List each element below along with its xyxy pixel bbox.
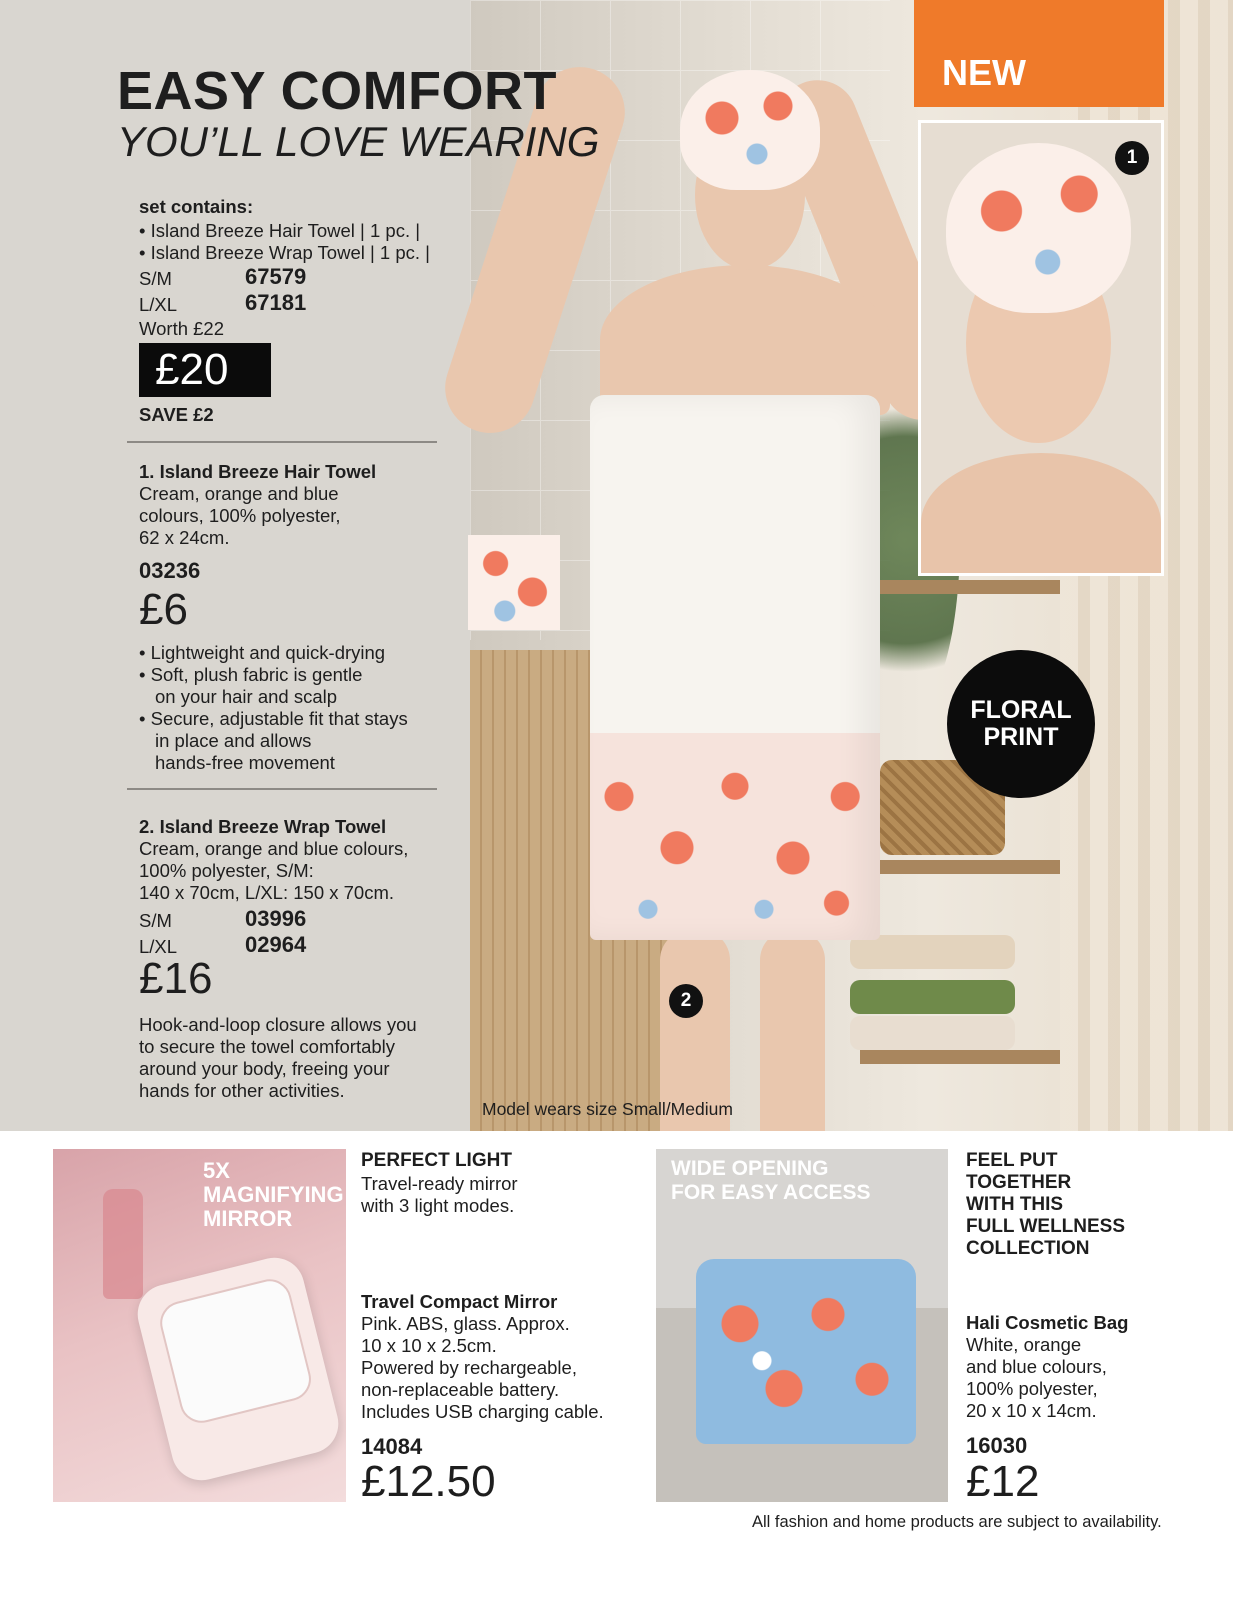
wrap-towel-floral-print xyxy=(590,735,880,940)
product-desc: Powered by rechargeable, xyxy=(361,1357,577,1378)
product-desc: and blue colours, xyxy=(966,1356,1107,1377)
item-number-badge: 1 xyxy=(1115,141,1149,175)
folded-towel xyxy=(850,935,1015,969)
shelf xyxy=(860,580,1060,594)
page-title: EASY COMFORT xyxy=(117,61,558,121)
left-info-panel xyxy=(0,0,470,1131)
set-item: • Island Breeze Wrap Towel | 1 pc. | xyxy=(139,242,430,263)
hair-towel-image xyxy=(680,70,820,190)
model-shoulders xyxy=(600,265,890,415)
product-title: 1. Island Breeze Hair Towel xyxy=(139,461,377,482)
feature-bullet: hands-free movement xyxy=(155,752,335,773)
feature-title: PERFECT LIGHT xyxy=(361,1150,512,1171)
model-size-note: Model wears size Small/Medium xyxy=(482,1099,733,1119)
cosmetic-bag-image xyxy=(696,1259,916,1444)
page-subtitle: YOU’LL LOVE WEARING xyxy=(117,118,600,165)
feature-text: Travel-ready mirror xyxy=(361,1173,518,1194)
mirror-glass xyxy=(156,1275,316,1428)
product-desc: Cream, orange and blue xyxy=(139,483,339,504)
feature-bullet: • Lightweight and quick-drying xyxy=(139,642,386,663)
product-body: around your body, freeing your xyxy=(139,1058,390,1079)
product-price: £6 xyxy=(139,585,188,634)
product-code: 03236 xyxy=(139,558,201,583)
product-desc: colours, 100% polyester, xyxy=(139,505,341,526)
product-desc: 62 x 24cm. xyxy=(139,527,230,548)
new-tag: NEW xyxy=(914,0,1164,107)
product-desc: Cream, orange and blue colours, xyxy=(139,838,409,859)
product-desc: 100% polyester, S/M: xyxy=(139,860,314,881)
mirror-photo-caption: 5X MAGNIFYING MIRROR xyxy=(203,1158,344,1231)
size-label: L/XL xyxy=(139,294,178,315)
floral-storage-box xyxy=(468,535,560,630)
feature-bullet: on your hair and scalp xyxy=(155,686,338,707)
hair-towel-image xyxy=(946,143,1131,313)
model-shoulder xyxy=(921,453,1161,576)
product-body: hands for other activities. xyxy=(139,1080,345,1101)
product-desc: 100% polyester, xyxy=(966,1378,1098,1399)
size-label: S/M xyxy=(139,268,172,289)
product-code: 02964 xyxy=(245,932,307,957)
feature-text: with 3 light modes. xyxy=(361,1195,515,1216)
product-price: £12.50 xyxy=(361,1457,496,1506)
item-number-badge: 2 xyxy=(669,984,703,1018)
availability-disclaimer: All fashion and home products are subject to availability. xyxy=(752,1513,1162,1531)
feature-title: FEEL PUT TOGETHER WITH THIS FULL WELLNESS COLLECTION xyxy=(966,1150,1126,1259)
product-desc: White, orange xyxy=(966,1334,1082,1355)
product-code: 67579 xyxy=(245,264,307,289)
shelf xyxy=(860,1050,1060,1064)
product-desc: Includes USB charging cable. xyxy=(361,1401,604,1422)
set-price: £20 xyxy=(139,343,271,397)
save-text: SAVE £2 xyxy=(139,404,214,425)
feature-bullet: in place and allows xyxy=(155,730,312,751)
folded-towel xyxy=(850,1016,1015,1050)
divider xyxy=(127,441,437,443)
feature-bullet: • Soft, plush fabric is gentle xyxy=(139,664,363,685)
product-desc: 20 x 10 x 14cm. xyxy=(966,1400,1097,1421)
compact-mirror-image xyxy=(131,1251,344,1486)
product-code: 03996 xyxy=(245,906,307,931)
divider xyxy=(127,788,437,790)
compact-mirror-photo xyxy=(53,1149,346,1502)
set-heading: set contains: xyxy=(139,196,254,217)
product-code: 16030 xyxy=(966,1433,1028,1458)
set-item: • Island Breeze Hair Towel | 1 pc. | xyxy=(139,220,421,241)
product-price: £12 xyxy=(966,1457,1040,1506)
cosmetic-bag-photo xyxy=(656,1149,948,1502)
model-leg xyxy=(760,930,825,1131)
shelf xyxy=(860,860,1060,874)
product-body: to secure the towel comfortably xyxy=(139,1036,396,1057)
product-desc: 140 x 70cm, L/XL: 150 x 70cm. xyxy=(139,882,395,903)
product-title: Travel Compact Mirror xyxy=(361,1291,558,1312)
product-code: 14084 xyxy=(361,1434,423,1459)
product-code: 67181 xyxy=(245,290,307,315)
product-desc: Pink. ABS, glass. Approx. xyxy=(361,1313,570,1334)
product-desc: non-replaceable battery. xyxy=(361,1379,560,1400)
worth-text: Worth £22 xyxy=(139,318,225,339)
product-title: 2. Island Breeze Wrap Towel xyxy=(139,816,387,837)
product-price: £16 xyxy=(139,954,213,1003)
folded-towel xyxy=(850,980,1015,1014)
size-label: S/M xyxy=(139,910,172,931)
floral-print-badge: FLORAL PRINT xyxy=(947,650,1095,798)
product-title: Hali Cosmetic Bag xyxy=(966,1312,1129,1333)
bag-photo-caption: WIDE OPENING FOR EASY ACCESS xyxy=(671,1157,871,1204)
hair-towel-closeup-photo xyxy=(918,120,1164,576)
perfume-bottle xyxy=(103,1189,143,1299)
size-label: L/XL xyxy=(139,936,178,957)
feature-bullet: • Secure, adjustable fit that stays xyxy=(139,708,408,729)
product-desc: 10 x 10 x 2.5cm. xyxy=(361,1335,497,1356)
product-body: Hook-and-loop closure allows you xyxy=(139,1014,417,1035)
